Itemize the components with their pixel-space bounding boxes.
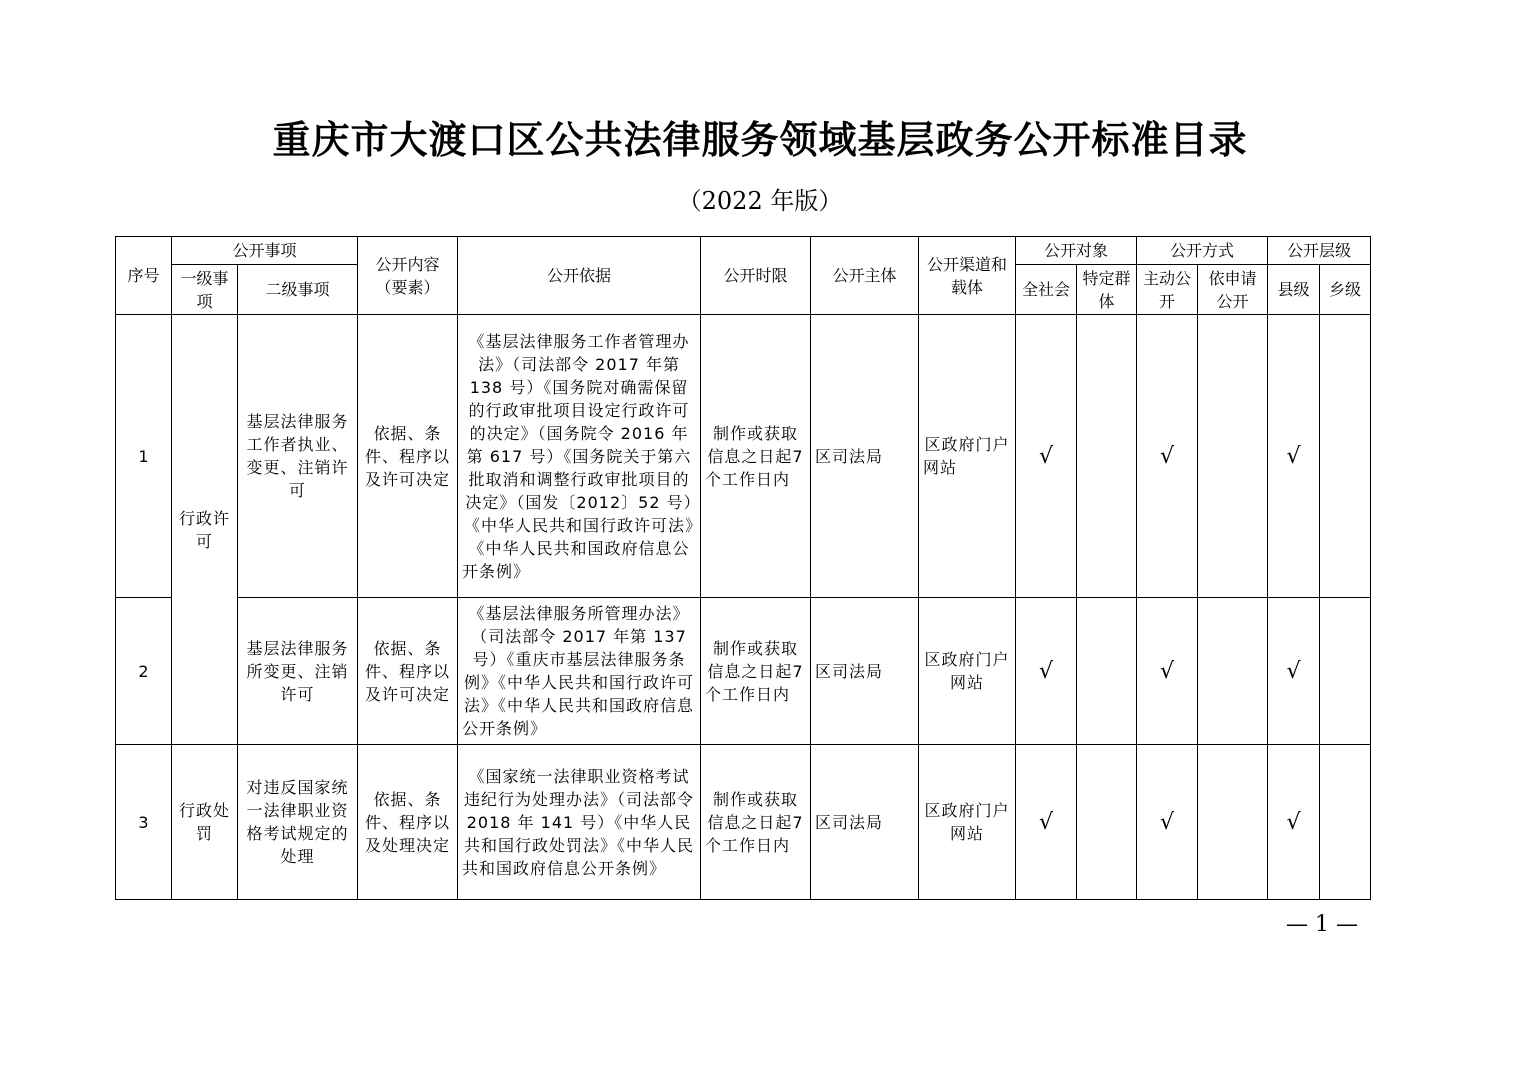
page-number: — 1 — [1286,912,1358,937]
row-target-all-check: √ [1016,315,1077,598]
group-admin-penalty: 行政处罚 [172,745,238,900]
group-admin-license: 行政许可 [172,315,238,745]
row-basis: 《国家统一法律职业资格考试违纪行为处理办法》（司法部令 2018 年 141 号）《中华人民共和国行政处罚法》《中华人民共和国政府信息公开条例》 [458,745,701,900]
row-target-all-check: √ [1016,598,1077,745]
row-subject: 区司法局 [811,745,919,900]
disclosure-catalog-table [115,236,1371,900]
row-method-apply-check [1198,315,1268,598]
row-level-township-check [1320,745,1371,900]
row-channel: 区政府门户网站 [919,598,1016,745]
header-level-county: 县级 [1268,265,1320,315]
row-target-specific-check [1077,745,1137,900]
row-level-county-check: √ [1268,598,1320,745]
row-channel: 区政府门户网站 [919,745,1016,900]
row-level-township-check [1320,315,1371,598]
row-basis: 《基层法律服务所管理办法》（司法部令 2017 年第 137 号）《重庆市基层法律服务条例》《中华人民共和国行政许可法》《中华人民共和国政府信息公开条例》 [458,598,701,745]
header-seq: 序号 [116,237,172,315]
row-level2: 基层法律服务工作者执业、变更、注销许可 [238,315,358,598]
document-title: 重庆市大渡口区公共法律服务领域基层政务公开标准目录 [272,117,1248,162]
row-level-township-check [1320,598,1371,745]
row-time-limit: 制作或获取信息之日起7个工作日内 [701,315,811,598]
header-channel: 公开渠道和载体 [919,237,1016,315]
header-subject: 公开主体 [811,237,919,315]
row-content: 依据、条件、程序以及许可决定 [358,315,458,598]
row-method-active-check: √ [1137,315,1198,598]
header-level2: 二级事项 [238,265,358,315]
header-target-specific: 特定群体 [1077,265,1137,315]
row-method-apply-check [1198,598,1268,745]
table-row [116,315,1371,598]
row-subject: 区司法局 [811,598,919,745]
header-method-apply: 依申请公开 [1198,265,1268,315]
row-target-all-check: √ [1016,745,1077,900]
header-public-items: 公开事项 [172,237,358,265]
header-level: 公开层级 [1268,237,1371,265]
row-time-limit: 制作或获取信息之日起7个工作日内 [701,598,811,745]
row-time-limit: 制作或获取信息之日起7个工作日内 [701,745,811,900]
header-target: 公开对象 [1016,237,1137,265]
row-level2: 基层法律服务所变更、注销许可 [238,598,358,745]
row-level-county-check: √ [1268,315,1320,598]
header-level1: 一级事项 [172,265,238,315]
row-seq: 3 [116,745,172,900]
header-row-1 [116,237,1371,265]
row-method-apply-check [1198,745,1268,900]
row-seq: 2 [116,598,172,745]
document-subtitle: （2022 年版） [677,187,843,215]
table-row [116,745,1371,900]
row-method-active-check: √ [1137,745,1198,900]
header-level-township: 乡级 [1320,265,1371,315]
row-target-specific-check [1077,315,1137,598]
row-channel: 区政府门户网站 [919,315,1016,598]
header-method: 公开方式 [1137,237,1268,265]
header-method-active: 主动公开 [1137,265,1198,315]
row-content: 依据、条件、程序以及处理决定 [358,745,458,900]
header-content: 公开内容（要素） [358,237,458,315]
row-target-specific-check [1077,598,1137,745]
row-seq: 1 [116,315,172,598]
row-level-county-check: √ [1268,745,1320,900]
row-method-active-check: √ [1137,598,1198,745]
row-basis: 《基层法律服务工作者管理办法》（司法部令 2017 年第 138 号）《国务院对确需保留的行政审批项目设定行政许可的决定》（国务院令 2016 年第 617 号）《国务院关于第六批取消和调整行政审批项目的决定》（国发〔2012〕52 号）《中华人民共和国行政许可法》《中华人民共和国政府信息公开条例》 [458,315,701,598]
row-content: 依据、条件、程序以及许可决定 [358,598,458,745]
table-row [116,598,1371,745]
header-basis: 公开依据 [458,237,701,315]
header-time-limit: 公开时限 [701,237,811,315]
header-target-all: 全社会 [1016,265,1077,315]
row-subject: 区司法局 [811,315,919,598]
row-level2: 对违反国家统一法律职业资格考试规定的处理 [238,745,358,900]
